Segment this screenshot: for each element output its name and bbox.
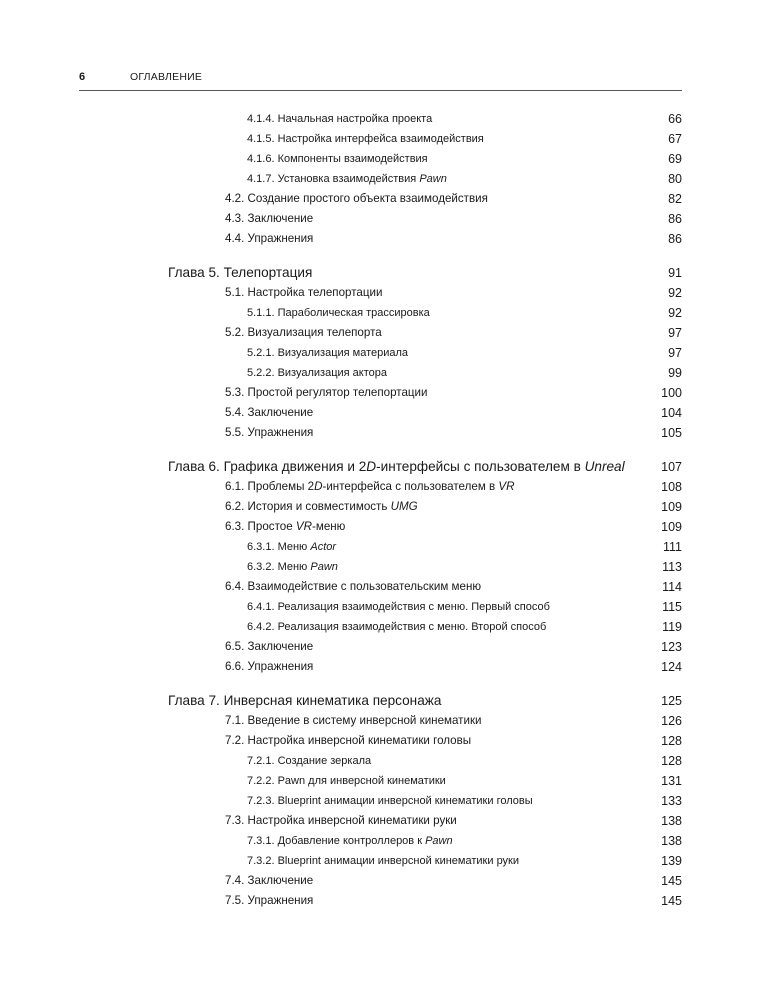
toc-title-part: 6.3.2. Меню (247, 561, 311, 573)
toc-entry[interactable] (0, 711, 762, 731)
toc-title-italic-part: UMG (390, 500, 418, 513)
toc-entry[interactable] (0, 149, 762, 169)
toc-entry-title (247, 557, 338, 577)
toc-entry-title (247, 149, 428, 169)
toc-entry-title (168, 691, 441, 711)
toc-entry-title (225, 323, 382, 343)
toc-entry-title (225, 871, 313, 891)
toc-page-number: 109 (661, 520, 682, 534)
toc-page-number: 124 (661, 660, 682, 674)
toc-title-part: 6.4.2. Реализация взаимодействия с меню. Второй способ (247, 621, 547, 633)
toc-page-number: 126 (661, 714, 682, 728)
toc-entry-title (247, 343, 408, 363)
toc-page-number: 138 (661, 814, 682, 828)
toc-page-number: 104 (661, 406, 682, 420)
toc-page-number: 113 (662, 560, 682, 574)
toc-title-italic-part: Actor (310, 541, 337, 553)
toc-entry-title (247, 851, 519, 871)
toc-title-part: 6.3. Простое (225, 520, 296, 533)
toc-entry[interactable] (0, 791, 762, 811)
toc-entry-title (225, 209, 313, 229)
toc-page-number: 119 (662, 620, 682, 634)
toc-entry[interactable] (0, 323, 762, 343)
toc-page-number: 86 (668, 232, 682, 246)
toc-title-part: 7.2.1. Создание зеркала (247, 755, 372, 767)
toc-page-number: 125 (661, 694, 682, 708)
toc-entry-title (247, 751, 371, 771)
toc-entry[interactable] (0, 363, 762, 383)
toc-entry-title (225, 891, 313, 911)
toc-entry[interactable] (0, 617, 762, 637)
toc-title-italic-part: D (366, 459, 377, 474)
toc-title-part: 4.1.6. Компоненты взаимодействия (247, 153, 428, 165)
toc-entry-title (225, 477, 515, 497)
toc-title-part: 7.3.1. Добавление контроллеров к (247, 835, 426, 847)
toc-entry-title (168, 263, 312, 283)
toc-title-part: 7.2. Настройка инверсной кинематики головы (225, 734, 472, 747)
toc-entry-title (225, 403, 313, 423)
toc-title-part: Глава 7. Инверсная кинематика персонажа (168, 693, 442, 708)
toc-entry-title (225, 423, 313, 443)
toc-entry[interactable] (0, 403, 762, 423)
toc-entry[interactable] (0, 477, 762, 497)
toc-entry-title (247, 169, 447, 189)
toc-title-part: -интерфейсы с пользователем в (376, 459, 585, 474)
toc-page-number: 66 (668, 112, 682, 126)
toc-page-number: 97 (668, 326, 682, 340)
toc-entry-title (225, 383, 428, 403)
toc-title-italic-part: Unreal (584, 459, 625, 474)
toc-title-part: -интерфейса с пользователем в (322, 480, 499, 493)
toc-page-number: 114 (662, 580, 682, 594)
toc-title-italic-part: Pawn (425, 835, 453, 847)
toc-entry-title (247, 771, 446, 791)
toc-entry-title (247, 791, 533, 811)
toc-entry[interactable] (0, 851, 762, 871)
toc-title-part: 6.5. Заключение (225, 640, 314, 653)
toc-entry[interactable] (0, 283, 762, 303)
toc-entry[interactable] (0, 423, 762, 443)
toc-title-part: 7.4. Заключение (225, 874, 314, 887)
toc-entry-title (247, 129, 484, 149)
toc-entry[interactable] (0, 209, 762, 229)
toc-entry-title (225, 811, 457, 831)
toc-entry-title (247, 363, 387, 383)
toc-entry-title (247, 537, 336, 557)
toc-entry-title (225, 517, 345, 537)
toc-entry[interactable] (0, 169, 762, 189)
toc-entry[interactable] (0, 811, 762, 831)
toc-entry-title (225, 637, 313, 657)
toc-title-part: 4.3. Заключение (225, 212, 314, 225)
toc-entry-title (247, 303, 430, 323)
toc-entry[interactable] (0, 109, 762, 129)
toc-entry-title (225, 577, 481, 597)
toc-title-italic-part: VR (498, 480, 515, 493)
toc-title-part: 4.1.5. Настройка интерфейса взаимодействия (247, 133, 484, 145)
toc-title-italic-part: Pawn (419, 173, 447, 185)
running-header-title: ОГЛАВЛЕНИЕ (130, 71, 203, 83)
toc-title-part: Глава 5. Телепортация (168, 265, 313, 280)
toc-page-number: 123 (661, 640, 682, 654)
toc-page-number: 133 (661, 794, 682, 808)
toc-title-part: 7.5. Упражнения (225, 894, 314, 907)
toc-entry[interactable] (0, 657, 762, 677)
toc-title-italic-part: Pawn (310, 561, 338, 573)
toc-title-part: 5.2. Визуализация телепорта (225, 326, 382, 339)
toc-page-number: 128 (661, 754, 682, 768)
toc-title-part: 6.1. Проблемы 2 (225, 480, 315, 493)
toc-entry-title (225, 711, 482, 731)
toc-entry[interactable] (0, 497, 762, 517)
toc-page-number: 86 (668, 212, 682, 226)
toc-title-part: 7.2.2. Pawn для инверсной кинематики (247, 775, 446, 787)
toc-page-number: 139 (661, 854, 682, 868)
toc-page-number: 128 (661, 734, 682, 748)
toc-title-part: 4.4. Упражнения (225, 232, 314, 245)
header-divider (79, 90, 682, 91)
toc-page-number: 91 (668, 266, 682, 280)
toc-title-part: Глава 6. Графика движения и 2 (168, 459, 367, 474)
toc-title-part: 4.1.4. Начальная настройка проекта (247, 113, 433, 125)
toc-title-part: 7.1. Введение в систему инверсной кинематики (225, 714, 482, 727)
toc-title-part: 6.6. Упражнения (225, 660, 314, 673)
toc-title-part: 5.4. Заключение (225, 406, 314, 419)
toc-entry[interactable] (0, 891, 762, 911)
table-of-contents (0, 109, 762, 911)
toc-page-number: 138 (661, 834, 682, 848)
toc-entry-title (225, 657, 313, 677)
toc-page-number: 145 (661, 894, 682, 908)
toc-entry[interactable] (0, 383, 762, 403)
toc-title-part: 7.3. Настройка инверсной кинематики руки (225, 814, 457, 827)
toc-title-part: 6.3.1. Меню (247, 541, 311, 553)
toc-title-part: 5.3. Простой регулятор телепортации (225, 386, 428, 399)
toc-entry-title (225, 497, 418, 517)
toc-entry[interactable] (0, 189, 762, 209)
toc-title-part: 7.2.3. Blueprint анимации инверсной кинематики головы (247, 795, 533, 807)
toc-page-number: 109 (661, 500, 682, 514)
toc-entry-title (247, 831, 453, 851)
toc-page-number: 82 (668, 192, 682, 206)
toc-page-number: 107 (661, 460, 682, 474)
toc-page-number: 105 (661, 426, 682, 440)
toc-page-number: 100 (661, 386, 682, 400)
toc-entry[interactable] (0, 129, 762, 149)
toc-entry-title (225, 731, 471, 751)
toc-title-part: 7.3.2. Blueprint анимации инверсной кинематики руки (247, 855, 520, 867)
toc-entry[interactable] (0, 343, 762, 363)
toc-entry-title (225, 283, 382, 303)
toc-entry-title (168, 457, 625, 477)
toc-page-number: 80 (668, 172, 682, 186)
toc-entry[interactable] (0, 637, 762, 657)
toc-page-number: 69 (668, 152, 682, 166)
toc-entry[interactable] (0, 229, 762, 249)
toc-title-italic-part: D (314, 480, 323, 493)
page-number: 6 (79, 71, 86, 83)
toc-entry[interactable] (0, 597, 762, 617)
toc-entry[interactable] (0, 303, 762, 323)
toc-entry[interactable] (0, 751, 762, 771)
toc-page-number: 92 (668, 306, 682, 320)
toc-page-number: 108 (661, 480, 682, 494)
toc-entry[interactable] (0, 771, 762, 791)
toc-title-part: 4.2. Создание простого объекта взаимодействия (225, 192, 488, 205)
toc-entry[interactable] (0, 831, 762, 851)
toc-page-number: 145 (661, 874, 682, 888)
toc-title-part: -меню (312, 520, 346, 533)
toc-page-number: 97 (668, 346, 682, 360)
toc-page-number: 115 (662, 600, 682, 614)
toc-entry[interactable] (0, 537, 762, 557)
toc-entry[interactable] (0, 731, 762, 751)
toc-page-number: 67 (668, 132, 682, 146)
toc-title-part: 5.1. Настройка телепортации (225, 286, 383, 299)
toc-page-number: 92 (668, 286, 682, 300)
toc-title-part: 5.1.1. Параболическая трассировка (247, 307, 430, 319)
toc-entry-title (225, 189, 488, 209)
toc-page-number: 99 (668, 366, 682, 380)
toc-entry-title (247, 617, 546, 637)
toc-title-italic-part: VR (295, 520, 312, 533)
toc-title-part: 5.2.2. Визуализация актора (247, 367, 387, 379)
toc-title-part: 6.4.1. Реализация взаимодействия с меню. Первый способ (247, 601, 550, 613)
toc-entry[interactable] (0, 557, 762, 577)
toc-entry-title (247, 597, 550, 617)
toc-title-part: 4.1.7. Установка взаимодействия (247, 173, 420, 185)
toc-entry[interactable] (0, 577, 762, 597)
toc-entry[interactable] (0, 871, 762, 891)
toc-entry-title (247, 109, 432, 129)
toc-title-part: 5.5. Упражнения (225, 426, 314, 439)
toc-title-part: 6.2. История и совместимость (225, 500, 391, 513)
toc-page-number: 131 (661, 774, 682, 788)
toc-chapter-entry[interactable] (0, 263, 762, 283)
toc-entry[interactable] (0, 517, 762, 537)
toc-chapter-entry[interactable] (0, 691, 762, 711)
toc-title-part: 5.2.1. Визуализация материала (247, 347, 409, 359)
toc-chapter-entry[interactable] (0, 457, 762, 477)
toc-entry-title (225, 229, 313, 249)
toc-page-number: 111 (662, 540, 682, 554)
toc-title-part: 6.4. Взаимодействие с пользовательским меню (225, 580, 482, 593)
